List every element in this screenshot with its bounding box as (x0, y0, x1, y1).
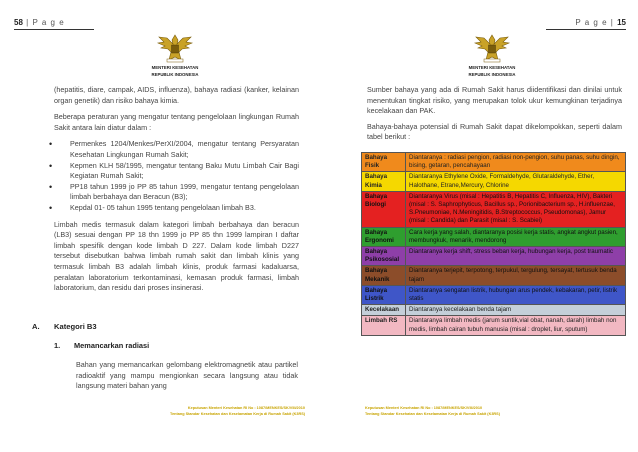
hazard-description: Diantaranya kerja shift, stress beban kerja, hubungan kerja, post traumatic (406, 247, 626, 266)
list-item: • Permenkes 1204/Menkes/PerXI/2004, mengatur tentang Persyaratan Kesehatan Lingkungan Rumah Sakit; (54, 139, 299, 160)
list-item: • PP18 tahun 1999 jo PP 85 tahun 1999, mengatur tentang pengelolaan limbah berbahaya dan Beracun (B3); (54, 182, 299, 203)
emblem-caption-1: MENTERI KESEHATAN (468, 65, 516, 70)
hazard-category: Bahaya Mekanik (362, 266, 406, 285)
hazard-category: Kecelakaan (362, 305, 406, 316)
table-row (362, 316, 626, 335)
header-rule (546, 29, 626, 30)
hazard-description: Diantaranya Ethylene Oxide, Formaldehyde, Glutaraldehyde, Ether, Halothane, Etrane,Mercury, Chlorine (406, 172, 626, 191)
garuda-emblem (130, 32, 220, 78)
table-row (362, 247, 626, 266)
page-number-header: 58 | P a g e (14, 18, 65, 27)
hazard-description: Diantaranya terjepit, terpotong, terpukul, tergulung, tersayat, tertusuk benda tajam (406, 266, 626, 285)
garuda-icon (472, 32, 512, 64)
header-rule (14, 29, 94, 30)
hazard-category: Bahaya Psikososial (362, 247, 406, 266)
list-item: • Kepmen KLH 58/1995, mengatur tentang Baku Mutu Limbah Cair Bagi Kegiatan Rumah Sakit; (54, 161, 299, 182)
page-footer: Keputusan Menteri Kesehatan RI No : 1087/MENKES/SK/VIII/2010 Tentang Standar Kesehatan dan Keselamatan Kerja di Rumah Sakit (K3RS) (170, 406, 305, 416)
table-row (362, 285, 626, 304)
table-row (362, 305, 626, 316)
page-number: 58 (14, 18, 23, 27)
right-page (319, 0, 638, 452)
page-label: P a g e (575, 18, 608, 27)
hazard-description: Diantaranya sengatan listrik, hubungan arus pendek, kebakaran, petir, listrik statis (406, 285, 626, 304)
body-text (367, 85, 622, 148)
page-footer: Keputusan Menteri Kesehatan RI No : 1087/MENKES/SK/VIII/2010 Tentang Standar Kesehatan dan Keselamatan Kerja di Rumah Sakit (K3RS) (365, 406, 500, 416)
hazard-category: Bahaya Fisik (362, 153, 406, 172)
hazard-description: Diantaranya limbah medis (jarum suntik,vial obat, nanah, darah) limbah non medis, limbah cairan tubuh manusia (misal : droplet, liur, sputum) (406, 316, 626, 335)
paragraph: Limbah medis termasuk dalam kategori limbah berbahaya dan beracun (LB3) sesuai dengan PP 18 thn 1999 jo PP 85 thn 1999 lampiran I daftar limbah spesifik dengan kode limbah D 227. Dalam kode limbah D227 tersebut disebutkan bahwa limbah rumah sakit dan limbah klinis yang termasuk limbah B3 adalah limbah klinis, produk farmasi kadaluarsa, peralatan laboratorium terkontaminasi, kemasan produk farmasi, limbah laboratorium, dan residu dari proses insinerasi. (54, 219, 299, 293)
hazard-category: Bahaya Listrik (362, 285, 406, 304)
table-row (362, 191, 626, 227)
regulation-list (54, 139, 299, 213)
garuda-icon (155, 32, 195, 64)
hazard-description: Diantaranya kecelakaan benda tajam (406, 305, 626, 316)
emblem-caption-2: REPUBLIK INDONESIA (151, 72, 199, 77)
page-number-header: P a g e | 15 (575, 18, 626, 27)
emblem-caption-1: MENTERI KESEHATAN (151, 65, 199, 70)
hazard-category: Bahaya Ergonomi (362, 227, 406, 246)
section-heading: A. Kategori B3 (32, 322, 97, 331)
page-label: P a g e (32, 18, 65, 27)
garuda-emblem (447, 32, 537, 78)
paragraph: Bahaya-bahaya potensial di Rumah Sakit dapat dikelompokkan, seperti dalam tabel berikut : (367, 121, 622, 142)
emblem-caption-2: REPUBLIK INDONESIA (468, 72, 516, 77)
table-row (362, 153, 626, 172)
table-row (362, 266, 626, 285)
paragraph: Sumber bahaya yang ada di Rumah Sakit harus diidentifikasi dan dinilai untuk menentukan tingkat risiko, yang merupakan tolok ukur kemungkinan terjadinya kecelakaan dan PAK. (367, 85, 622, 116)
hazard-category: Bahaya Biologi (362, 191, 406, 227)
hazard-description: Cara kerja yang salah, diantaranya posisi kerja statis, angkat angkut pasien, membungkuk, menarik, mendorong (406, 227, 626, 246)
hazard-description: Diantaranya Virus (misal : Hepatitis B, Hepatitis C, Influenza, HIV), Bakteri (misal : S. Saphrophyticus, Bacillus sp., Porionibacterium sp., H.influenzae, S.Pneumoniae, N.Meningitidis, B.Streptococcus, Pseudomonas), Jamur (misal : Candida) dan Parasit (misal : S. Scabiei) (406, 191, 626, 227)
list-item: • Kepdal 01- 05 tahun 1995 tentang pengelolaan limbah B3. (54, 203, 299, 214)
hazard-description: Diantaranya : radiasi pengion, radiasi non-pengion, suhu panas, suhu dingin, bising, getaran, pencahayaan (406, 153, 626, 172)
hazard-category: Limbah RS (362, 316, 406, 335)
body-text (54, 85, 299, 300)
page-number: 15 (617, 18, 626, 27)
paragraph: Bahan yang memancarkan gelombang elektromagnetik atau partikel radioaktif yang mampu mengionkan secara langsung atau tidak langsung materi bahan yang (76, 360, 298, 391)
table-row (362, 227, 626, 246)
hazard-table (361, 152, 626, 336)
paragraph: (hepatitis, diare, campak, AIDS, influenza), bahaya radiasi (kanker, kelainan organ genetik) dan risiko bahaya kimia. (54, 85, 299, 105)
subsection-heading: 1. Memancarkan radiasi (54, 341, 150, 350)
paragraph: Beberapa peraturan yang mengatur tentang pengelolaan lingkungan Rumah Sakit antara lain diatur dalam : (54, 112, 299, 132)
table-row (362, 172, 626, 191)
hazard-category: Bahaya Kimia (362, 172, 406, 191)
